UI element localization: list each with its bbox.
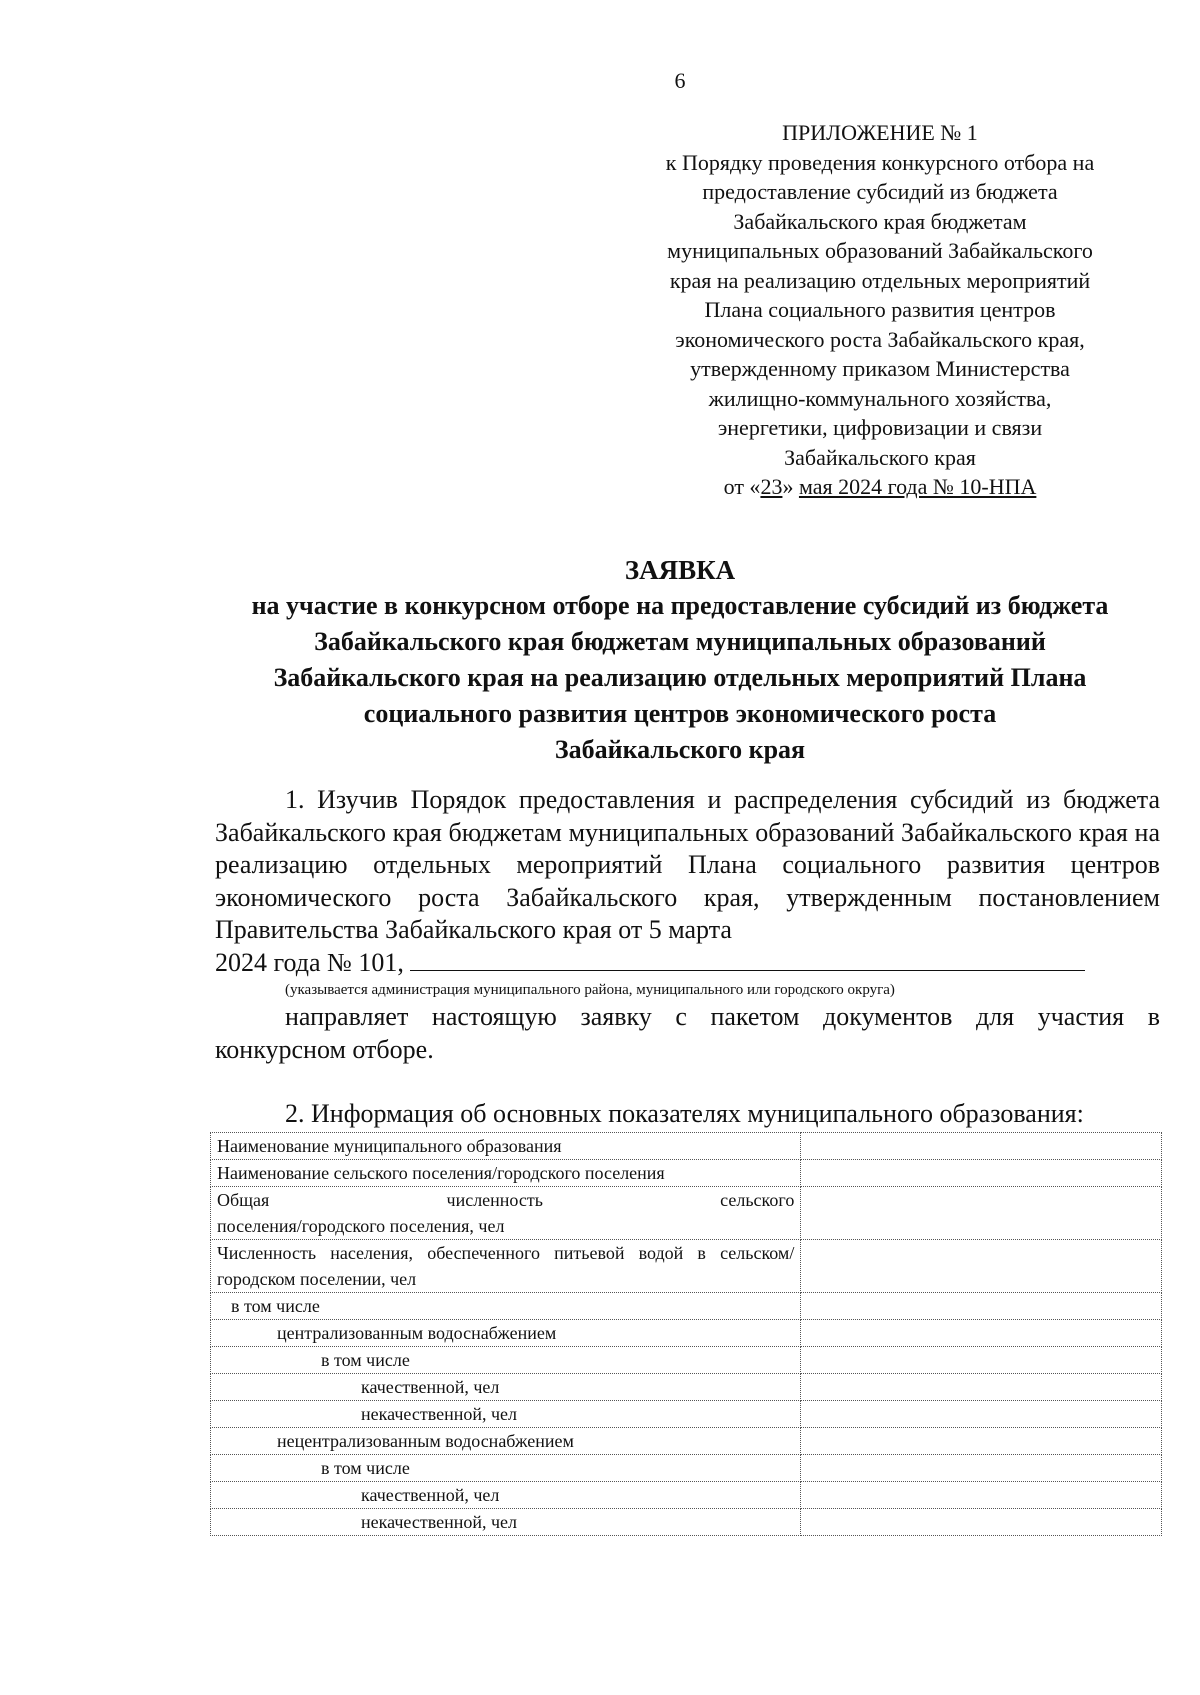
table-row xyxy=(211,1187,1162,1240)
section-2-heading: 2. Информация об основных показателях муниципального образования: xyxy=(285,1099,1084,1128)
row-value[interactable] xyxy=(801,1133,1162,1160)
section-1 xyxy=(215,784,1160,1066)
row-label-part: сельского xyxy=(720,1190,795,1210)
row-label: Наименование муниципального образования xyxy=(211,1133,801,1160)
appendix-line: утвержденному приказом Министерства xyxy=(690,356,1070,381)
row-label: качественной, чел xyxy=(211,1374,801,1401)
document-title xyxy=(200,552,1160,768)
row-value[interactable] xyxy=(801,1401,1162,1428)
table-row xyxy=(211,1160,1162,1187)
table-row xyxy=(211,1374,1162,1401)
appendix-date xyxy=(620,472,1140,502)
row-label: Численность населения, обеспеченного питьевой водой в сельском/городском поселении, чел xyxy=(211,1240,801,1293)
row-value[interactable] xyxy=(801,1455,1162,1482)
row-label: некачественной, чел xyxy=(211,1509,801,1536)
table-row xyxy=(211,1133,1162,1160)
date-mid: » xyxy=(782,474,799,499)
row-label-part: численность xyxy=(446,1190,543,1210)
row-value[interactable] xyxy=(801,1428,1162,1455)
row-label-part: Общая xyxy=(217,1190,270,1210)
fill-in-blank[interactable] xyxy=(410,948,1085,971)
table-row xyxy=(211,1293,1162,1320)
row-value[interactable] xyxy=(801,1374,1162,1401)
table-row xyxy=(211,1320,1162,1347)
appendix-line: края на реализацию отдельных мероприятий xyxy=(669,267,1091,293)
row-label xyxy=(211,1187,801,1240)
table-row xyxy=(211,1509,1162,1536)
title-line: Забайкальского края на реализацию отдельных мероприятий Плана xyxy=(273,663,1087,692)
appendix-heading: ПРИЛОЖЕНИЕ № 1 xyxy=(782,120,978,145)
title-line: социального развития центров экономического роста xyxy=(363,699,997,728)
fill-in-hint: (указывается администрация муниципального района, муниципального или городского округа) xyxy=(285,982,895,998)
row-value[interactable] xyxy=(801,1160,1162,1187)
row-label: централизованным водоснабжением xyxy=(211,1320,801,1347)
appendix-line: жилищно-коммунального хозяйства, xyxy=(708,385,1052,411)
section-1-last-line xyxy=(215,947,1160,980)
date-prefix: от « xyxy=(723,474,761,499)
title-line: Забайкальского края xyxy=(554,735,806,764)
row-value[interactable] xyxy=(801,1293,1162,1320)
info-table xyxy=(210,1132,1162,1536)
table-row xyxy=(211,1401,1162,1428)
row-label-spaced xyxy=(217,1187,794,1213)
row-label: в том числе xyxy=(211,1455,801,1482)
row-label: нецентрализованным водоснабжением xyxy=(211,1428,801,1455)
table-row xyxy=(211,1482,1162,1509)
appendix-line: экономического роста Забайкальского края, xyxy=(675,326,1085,352)
row-label: в том числе xyxy=(211,1293,801,1320)
row-value[interactable] xyxy=(801,1240,1162,1293)
row-value[interactable] xyxy=(801,1482,1162,1509)
table-row xyxy=(211,1428,1162,1455)
row-label-part: поселения/городского поселения, чел xyxy=(217,1216,505,1236)
title-main: ЗАЯВКА xyxy=(624,555,736,585)
table-row xyxy=(211,1240,1162,1293)
row-label: некачественной, чел xyxy=(211,1401,801,1428)
title-line: Забайкальского края бюджетам муниципальных образований xyxy=(314,627,1046,656)
row-value[interactable] xyxy=(801,1347,1162,1374)
appendix-line: энергетики, цифровизации и связи xyxy=(717,415,1043,440)
row-label: Наименование сельского поселения/городского поселения xyxy=(211,1160,801,1187)
row-value[interactable] xyxy=(801,1187,1162,1240)
table-row xyxy=(211,1455,1162,1482)
table-row xyxy=(211,1347,1162,1374)
date-rest: мая 2024 года № 10-НПА xyxy=(798,474,1037,499)
appendix-line: к Порядку проведения конкурсного отбора на xyxy=(665,149,1095,175)
page-number: 6 xyxy=(674,68,686,93)
row-label: качественной, чел xyxy=(211,1482,801,1509)
row-value[interactable] xyxy=(801,1320,1162,1347)
row-label: в том числе xyxy=(211,1347,801,1374)
appendix-line: Забайкальского края бюджетам xyxy=(733,208,1027,234)
section-1-year: 2024 года № 101, xyxy=(215,947,411,977)
appendix-line: Забайкальского края xyxy=(784,444,976,470)
date-day: 23 xyxy=(760,474,783,499)
section-1-continuation: направляет настоящую заявку с пакетом документов для участия в конкурсном отборе. xyxy=(215,1002,1160,1064)
appendix-block xyxy=(620,118,1140,502)
appendix-line: Плана социального развития центров xyxy=(704,297,1056,322)
appendix-line: муниципальных образований Забайкальского xyxy=(667,238,1093,263)
title-line: на участие в конкурсном отборе на предоставление субсидий из бюджета xyxy=(251,591,1109,620)
appendix-line: предоставление субсидий из бюджета xyxy=(702,179,1058,204)
row-value[interactable] xyxy=(801,1509,1162,1536)
section-1-paragraph: 1. Изучив Порядок предоставления и распределения субсидий из бюджета Забайкальского края бюджетам муниципальных образований Забайкальского края на реализацию отдельных мероприятий Плана социального развития центров экономического роста Забайкальского края, утвержденным постановлением Правительства Забайкальского края от 5 марта xyxy=(215,785,1160,944)
